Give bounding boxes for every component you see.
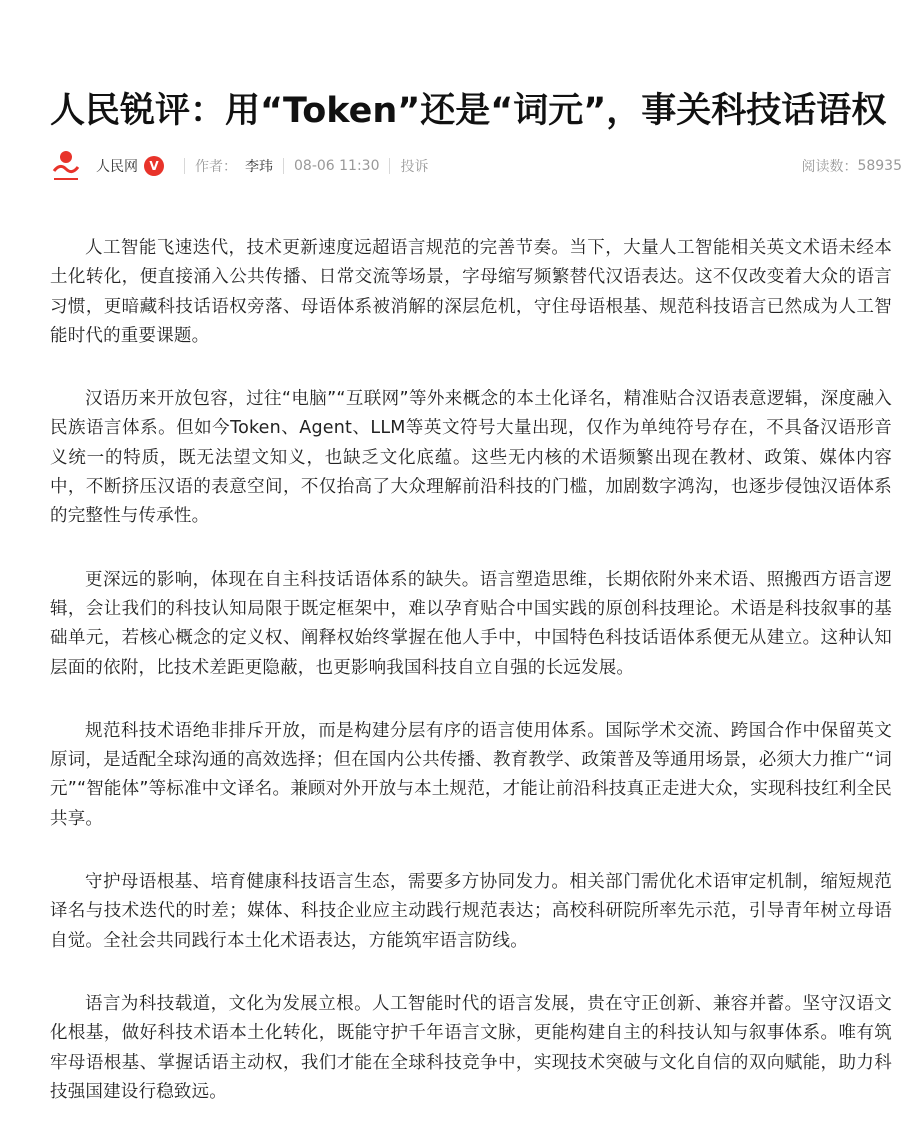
author-name[interactable]: 李玮	[245, 159, 273, 175]
divider	[184, 158, 185, 174]
article-paragraph: 守护母语根基、培育健康科技语言生态，需要多方协同发力。相关部门需优化术语审定机制，缩短规范译名与技术迭代的时差；媒体、科技企业应主动践行规范表达；高校科研院所率先示范，引导青年树立母语自觉。全社会共同践行本土化术语表达，方能筑牢语言防线。	[50, 872, 892, 951]
article-meta-bar	[50, 146, 902, 186]
author-label: 作者：	[195, 159, 237, 175]
divider	[283, 158, 284, 174]
people-daily-logo-icon[interactable]	[50, 149, 82, 183]
article-title: 人民锐评：用“Token”还是“词元”，事关科技话语权	[50, 91, 887, 131]
verified-badge-icon: V	[144, 156, 164, 176]
divider	[389, 158, 390, 174]
article-body	[50, 234, 892, 1141]
article-paragraph: 汉语历来开放包容，过往“电脑”“互联网”等外来概念的本土化译名，精准贴合汉语表意逻辑，深度融入民族语言体系。但如今Token、Agent、LLM等英文符号大量出现，仅作为单纯符号存在，不具备汉语形音义统一的特质，既无法望文知义，也缺乏文化底蕴。这些无内核的术语频繁出现在教材、政策、媒体内容中，不断挤压汉语的表意空间，不仅抬高了大众理解前沿科技的门槛，加剧数字鸿沟，也逐步侵蚀汉语体系的完整性与传承性。	[50, 389, 892, 527]
article-paragraph: 语言为科技载道，文化为发展立根。人工智能时代的语言发展，贵在守正创新、兼容并蓄。坚守汉语文化根基，做好科技术语本土化转化，既能守护千年语言文脉，更能构建自主的科技认知与叙事体系。唯有筑牢母语根基、掌握话语主动权，我们才能在全球科技竞争中，实现技术突破与文化自信的双向赋能，助力科技强国建设行稳致远。	[50, 993, 892, 1102]
publish-time: 08-06 11:30	[294, 158, 380, 174]
read-count-label: 阅读数：	[801, 159, 858, 175]
source-name[interactable]: 人民网	[96, 159, 138, 175]
read-count-value: 58935	[857, 158, 902, 174]
report-link[interactable]: 投诉	[400, 159, 429, 175]
article-paragraph: 更深远的影响，体现在自主科技话语体系的缺失。语言塑造思维，长期依附外来术语、照搬西方语言逻辑，会让我们的科技认知局限于既定框架中，难以孕育贴合中国实践的原创科技理论。术语是科技叙事的基础单元，若核心概念的定义权、阐释权始终掌握在他人手中，中国特色科技话语体系便无从建立。这种认知层面的依附，比技术差距更隐蔽，也更影响我国科技自立自强的长远发展。	[50, 569, 892, 678]
article-paragraph: 规范科技术语绝非排斥开放，而是构建分层有序的语言使用体系。国际学术交流、跨国合作中保留英文原词，是适配全球沟通的高效选择；但在国内公共传播、教育教学、政策普及等通用场景，必须大力推广“词元”“智能体”等标准中文译名。兼顾对外开放与本土规范，才能让前沿科技真正走进大众，实现科技红利全民共享。	[50, 720, 892, 829]
article-paragraph: 人工智能飞速迭代，技术更新速度远超语言规范的完善节奏。当下，大量人工智能相关英文术语未经本土化转化，便直接涌入公共传播、日常交流等场景，字母缩写频繁替代汉语表达。这不仅改变着大众的语言习惯，更暗藏科技话语权旁落、母语体系被消解的深层危机，守住母语根基、规范科技语言已然成为人工智能时代的重要课题。	[50, 238, 892, 346]
